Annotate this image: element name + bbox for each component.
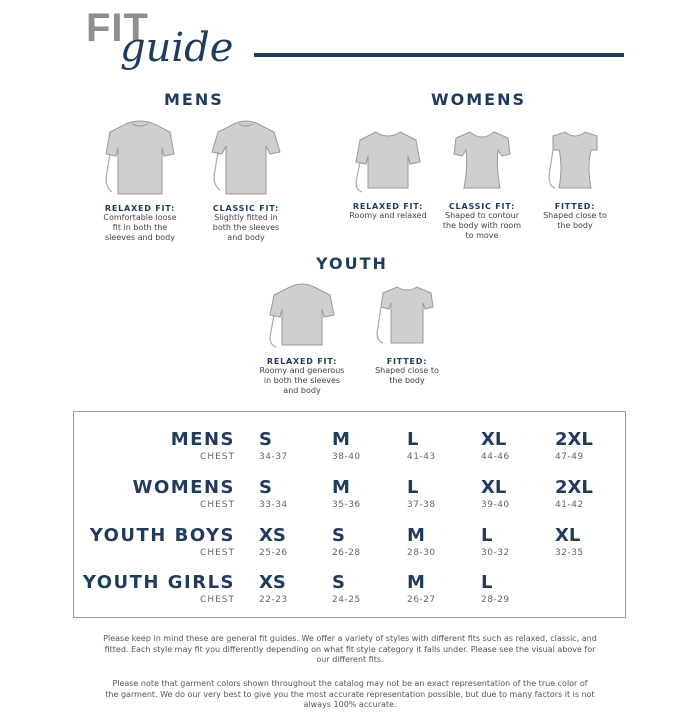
desc-line: fit in both the — [112, 223, 168, 232]
chest-range: 44-46 — [481, 452, 510, 462]
chest-range: 22-23 — [259, 595, 288, 605]
size-letter: XL — [481, 477, 507, 498]
figure-womens-fitted — [520, 126, 630, 231]
size-letter: L — [407, 429, 419, 450]
size-letter: M — [407, 572, 425, 593]
size-row-name: WOMENS — [132, 477, 235, 498]
size-cell — [259, 572, 319, 605]
size-letter: S — [259, 429, 272, 450]
size-letter: XS — [259, 572, 286, 593]
desc-line: the body — [389, 376, 425, 385]
chest-range: 41-43 — [407, 452, 436, 462]
desc-line: both the sleeves — [212, 223, 280, 232]
size-row-name: MENS — [170, 429, 235, 450]
note-line: Please note that garment colors shown throughout the catalog may not be an exact representation of the true color of — [112, 679, 588, 688]
youth-relaxed-shirt-icon — [262, 281, 342, 353]
size-cell — [259, 477, 319, 510]
size-letter: M — [407, 525, 425, 546]
desc-line: Shaped close to — [375, 366, 439, 375]
chest-range: 38-40 — [332, 452, 361, 462]
desc-line: and body — [283, 386, 321, 395]
note-line: Please keep in mind these are general fit guides. We offer a variety of styles with different fits such as relaxed, classic, and — [103, 634, 597, 643]
fit-desc — [85, 213, 195, 243]
size-cell — [332, 429, 392, 462]
chest-range: 28-29 — [481, 595, 510, 605]
womens-heading: WOMENS — [431, 90, 527, 109]
size-letter: L — [481, 572, 493, 593]
size-cell — [481, 477, 541, 510]
size-letter: XL — [481, 429, 507, 450]
mens-relaxed-shirt-icon — [100, 118, 180, 200]
note-line: always 100% accurate. — [303, 700, 397, 709]
size-letter: M — [332, 477, 350, 498]
size-row — [74, 429, 627, 469]
fit-guide-title — [86, 6, 266, 76]
figure-youth-fitted — [352, 281, 462, 386]
womens-relaxed-shirt-icon — [348, 126, 428, 198]
note-line: fitted. Each style may fit you differently depending on what fit style category it falls under. Please see the visual above for — [104, 644, 596, 654]
chest-range: 26-28 — [332, 548, 361, 558]
fit-desc — [352, 366, 462, 386]
size-letter: 2XL — [555, 429, 593, 450]
chest-range: 33-34 — [259, 500, 288, 510]
desc-line: Shaped close to — [543, 211, 607, 220]
fit-desc — [191, 213, 301, 243]
chest-range: 25-26 — [259, 548, 288, 558]
size-cell — [555, 477, 615, 510]
size-row — [74, 525, 627, 565]
desc-line: sleeves and body — [105, 233, 175, 242]
chest-range: 35-36 — [332, 500, 361, 510]
desc-line: Slightly fitted in — [214, 213, 278, 222]
size-cell — [332, 525, 392, 558]
fit-desc — [247, 366, 357, 396]
size-letter: S — [332, 572, 345, 593]
figure-mens-relaxed — [85, 118, 195, 243]
size-letter: XS — [259, 525, 286, 546]
size-row — [74, 477, 627, 517]
size-letter: L — [481, 525, 493, 546]
size-letter: S — [332, 525, 345, 546]
fit-label: FITTED: — [554, 202, 596, 211]
size-cell — [332, 477, 392, 510]
youth-fitted-shirt-icon — [367, 281, 447, 353]
size-cell — [259, 525, 319, 558]
title-rule — [254, 53, 624, 57]
figure-youth-relaxed — [247, 281, 357, 396]
fit-label: CLASSIC FIT: — [448, 202, 516, 211]
size-letter: XL — [555, 525, 581, 546]
figure-mens-classic — [191, 118, 301, 243]
desc-line: the body — [557, 221, 593, 230]
mens-classic-shirt-icon — [206, 118, 286, 200]
chest-range: 28-30 — [407, 548, 436, 558]
chest-range: 24-25 — [332, 595, 361, 605]
size-letter: 2XL — [555, 477, 593, 498]
size-letter: S — [259, 477, 272, 498]
size-row-name: YOUTH BOYS — [89, 525, 235, 546]
fit-desc — [520, 211, 630, 231]
size-row-chest-label: CHEST — [200, 595, 235, 605]
size-cell — [407, 429, 467, 462]
size-cell — [481, 572, 541, 605]
fit-label: RELAXED FIT: — [266, 357, 338, 366]
fit-label: RELAXED FIT: — [104, 204, 176, 213]
fit-label: FITTED: — [386, 357, 428, 366]
size-chart — [73, 411, 626, 618]
womens-fitted-shirt-icon — [535, 126, 615, 198]
size-row-name: YOUTH GIRLS — [82, 572, 235, 593]
chest-range: 30-32 — [481, 548, 510, 558]
size-cell — [555, 429, 615, 462]
size-cell — [332, 572, 392, 605]
desc-line: and body — [227, 233, 265, 242]
size-cell — [259, 429, 319, 462]
desc-line: in both the sleeves — [263, 376, 341, 385]
chest-range: 32-35 — [555, 548, 584, 558]
size-cell — [407, 477, 467, 510]
desc-line: Comfortable loose — [103, 213, 177, 222]
size-cell — [407, 525, 467, 558]
mens-heading: MENS — [164, 90, 224, 109]
size-letter: M — [332, 429, 350, 450]
title-guide-word: guide — [120, 25, 234, 71]
size-row-chest-label: CHEST — [200, 548, 235, 558]
fit-label: RELAXED FIT: — [352, 202, 424, 211]
chest-range: 41-42 — [555, 500, 584, 510]
desc-line: to move — [465, 231, 499, 240]
title-fit-word: FIT — [86, 6, 149, 50]
womens-classic-shirt-icon — [442, 126, 522, 198]
size-cell — [407, 572, 467, 605]
color-disclaimer-note — [72, 679, 628, 711]
chest-range: 47-49 — [555, 452, 584, 462]
desc-line: the body with room — [442, 221, 522, 230]
desc-line: Shaped to contour — [445, 211, 519, 220]
desc-line: Roomy and relaxed — [349, 211, 427, 220]
size-cell — [481, 525, 541, 558]
chest-range: 34-37 — [259, 452, 288, 462]
chest-range: 37-38 — [407, 500, 436, 510]
chest-range: 39-40 — [481, 500, 510, 510]
size-letter: L — [407, 477, 419, 498]
size-row — [74, 572, 627, 612]
size-cell — [555, 525, 615, 558]
youth-heading: YOUTH — [316, 254, 388, 273]
size-row-chest-label: CHEST — [200, 500, 235, 510]
chest-range: 26-27 — [407, 595, 436, 605]
fit-label: CLASSIC FIT: — [212, 204, 280, 213]
fit-guide-note — [72, 634, 628, 666]
size-cell — [481, 429, 541, 462]
note-line: our different fits. — [316, 655, 384, 664]
note-line: the garment. We do our very best to give you the most accurate representation possible, but due to many factors it is not — [105, 689, 595, 699]
desc-line: Roomy and generous — [259, 366, 345, 375]
size-row-chest-label: CHEST — [200, 452, 235, 462]
